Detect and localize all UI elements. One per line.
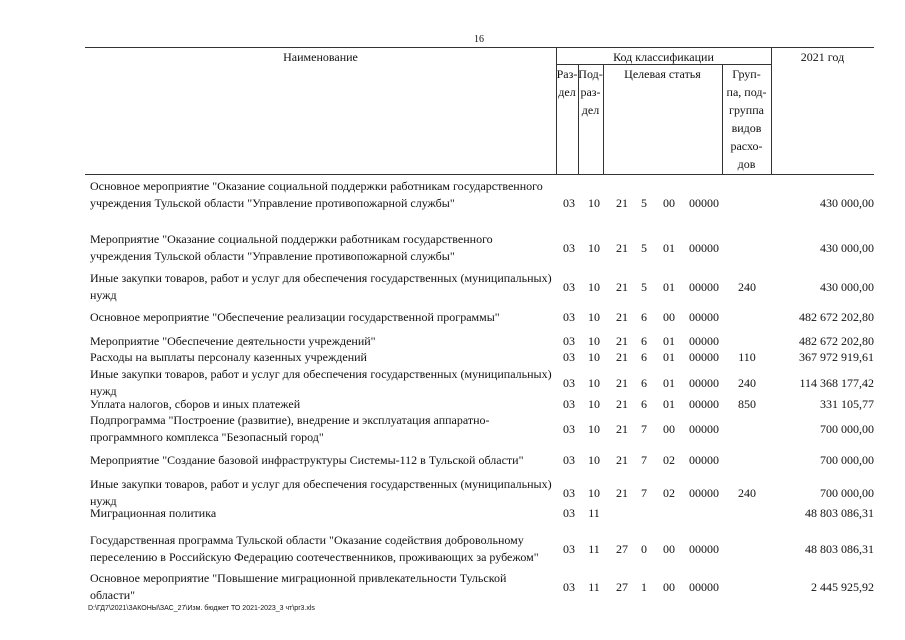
row-code-a: 21 — [616, 421, 628, 436]
row-code-d: 00000 — [689, 196, 719, 210]
table-row — [0, 396, 905, 413]
header-podrazdel: Под- раз- дел — [578, 67, 603, 117]
row-code-grp: 110 — [738, 350, 756, 364]
row-code-b: 7 — [641, 485, 647, 500]
row-code-pr: 10 — [588, 240, 600, 255]
row-name: Мероприятие "Создание базовой инфраструктуры Системы-112 в Тульской области" — [90, 453, 524, 467]
row-code-grp: 240 — [738, 375, 756, 390]
row-code-b: 6 — [641, 334, 647, 348]
row-amount: 700 000,00 — [820, 453, 874, 467]
row-code-c: 00 — [663, 421, 675, 436]
row-code-rz: 03 — [563, 453, 575, 467]
row-code-b: 7 — [641, 453, 647, 467]
row-code-c: 00 — [663, 310, 675, 324]
header-razdel: Раз- дел — [556, 67, 578, 99]
table-row — [0, 349, 905, 366]
row-code-rz: 03 — [563, 579, 575, 594]
row-code-grp: 240 — [738, 279, 756, 294]
row-code-b: 6 — [641, 397, 647, 411]
row-code-c: 01 — [663, 279, 675, 294]
row-code-d: 00000 — [689, 485, 719, 500]
header-year: 2021 год — [800, 50, 845, 64]
row-code-a: 21 — [616, 350, 628, 364]
row-code-rz: 03 — [563, 541, 575, 556]
row-code-c: 01 — [663, 334, 675, 348]
footer-path: D:\ГД7\2021\ЗАКОНЫ\ЗАС_27\Изм. бюджет ТО 2021-2023_3 чт\pr3.xls — [88, 605, 315, 612]
row-code-pr: 10 — [588, 485, 600, 500]
row-amount: 430 000,00 — [820, 196, 874, 210]
row-name: Основное мероприятие "Обеспечение реализации государственной программы" — [90, 310, 500, 324]
row-amount: 331 105,77 — [820, 397, 874, 411]
row-name: Иные закупки товаров, работ и услуг для обеспечения государственных (муниципальных) нужд — [90, 367, 552, 398]
row-name: Иные закупки товаров, работ и услуг для обеспечения государственных (муниципальных) нужд — [90, 271, 552, 302]
row-code-c: 01 — [663, 397, 675, 411]
row-code-pr: 10 — [588, 196, 600, 210]
row-code-b: 6 — [641, 310, 647, 324]
row-code-b: 6 — [641, 350, 647, 364]
row-code-rz: 03 — [563, 240, 575, 255]
header-code: Код классификации — [613, 50, 714, 64]
row-name: Уплата налогов, сборов и иных платежей — [90, 397, 301, 411]
page-number: 16 — [474, 34, 484, 45]
row-code-c: 01 — [663, 240, 675, 255]
row-code-pr: 11 — [588, 541, 600, 556]
row-code-pr: 10 — [588, 453, 600, 467]
row-amount: 48 803 086,31 — [805, 506, 874, 520]
row-code-a: 21 — [616, 310, 628, 324]
row-code-c: 00 — [663, 196, 675, 210]
row-code-rz: 03 — [563, 196, 575, 210]
header-group: Груп- па, под- группа видов расхо- дов — [726, 67, 767, 171]
row-code-d: 00000 — [689, 375, 719, 390]
row-code-c: 00 — [663, 579, 675, 594]
row-code-pr: 10 — [588, 375, 600, 390]
row-code-rz: 03 — [563, 310, 575, 324]
row-amount: 48 803 086,31 — [805, 541, 874, 556]
row-code-d: 00000 — [689, 279, 719, 294]
row-amount: 2 445 925,92 — [811, 579, 874, 594]
row-code-d: 00000 — [689, 397, 719, 411]
row-code-rz: 03 — [563, 375, 575, 390]
row-code-a: 21 — [616, 196, 628, 210]
row-code-d: 00000 — [689, 421, 719, 436]
row-code-pr: 10 — [588, 397, 600, 411]
row-code-a: 21 — [616, 485, 628, 500]
row-amount: 367 972 919,61 — [799, 350, 874, 364]
row-name: Основное мероприятие "Оказание социальной поддержки работникам государственного учреждения Тульской области "Управление противопожарной службы" — [90, 179, 543, 210]
row-code-pr: 10 — [588, 334, 600, 348]
table-row — [0, 452, 905, 469]
row-name: Основное мероприятие "Повышение миграционной привлекательности Тульской области" — [90, 571, 507, 602]
table-row — [0, 570, 905, 604]
row-code-b: 7 — [641, 421, 647, 436]
row-code-a: 21 — [616, 397, 628, 411]
row-code-a: 27 — [616, 579, 628, 594]
row-code-c: 01 — [663, 350, 675, 364]
row-code-a: 21 — [616, 453, 628, 467]
row-code-c: 00 — [663, 541, 675, 556]
row-code-pr: 11 — [588, 579, 600, 594]
row-code-b: 5 — [641, 240, 647, 255]
table-row — [0, 412, 905, 446]
row-code-b: 1 — [641, 579, 647, 594]
row-code-d: 00000 — [689, 334, 719, 348]
row-amount: 482 672 202,80 — [799, 310, 874, 324]
row-code-b: 0 — [641, 541, 647, 556]
table-row — [0, 366, 905, 400]
row-code-rz: 03 — [563, 506, 575, 520]
row-code-d: 00000 — [689, 453, 719, 467]
row-amount: 430 000,00 — [820, 240, 874, 255]
row-code-pr: 10 — [588, 310, 600, 324]
row-code-b: 5 — [641, 196, 647, 210]
table-row — [0, 309, 905, 326]
row-code-a: 21 — [616, 334, 628, 348]
row-code-grp: 240 — [738, 485, 756, 500]
row-code-d: 00000 — [689, 579, 719, 594]
table-row — [0, 333, 905, 350]
row-code-d: 00000 — [689, 541, 719, 556]
row-code-rz: 03 — [563, 334, 575, 348]
row-name: Иные закупки товаров, работ и услуг для обеспечения государственных (муниципальных) нужд — [90, 477, 552, 508]
row-code-pr: 10 — [588, 279, 600, 294]
row-code-pr: 10 — [588, 350, 600, 364]
row-code-pr: 11 — [588, 506, 600, 520]
table-row — [0, 178, 905, 229]
row-name: Миграционная политика — [90, 506, 217, 520]
table-row — [0, 270, 905, 304]
row-code-c: 02 — [663, 485, 675, 500]
row-code-rz: 03 — [563, 397, 575, 411]
row-amount: 430 000,00 — [820, 279, 874, 294]
table-header — [85, 47, 874, 175]
header-target: Целевая статья — [624, 67, 701, 81]
table-row — [0, 505, 905, 522]
row-amount: 700 000,00 — [820, 421, 874, 436]
row-amount: 482 672 202,80 — [799, 334, 874, 348]
row-name: Мероприятие "Оказание социальной поддержки работникам государственного учреждения Тульской области "Управление противопожарной службы" — [90, 232, 493, 263]
row-code-rz: 03 — [563, 279, 575, 294]
row-code-a: 27 — [616, 541, 628, 556]
header-name: Наименование — [283, 50, 358, 64]
row-code-b: 5 — [641, 279, 647, 294]
row-code-d: 00000 — [689, 240, 719, 255]
row-amount: 700 000,00 — [820, 485, 874, 500]
row-code-d: 00000 — [689, 350, 719, 364]
row-name: Подпрограмма "Построение (развитие), внедрение и эксплуатация аппаратно-программного комплекса "Безопасный город" — [90, 413, 490, 444]
row-code-pr: 10 — [588, 421, 600, 436]
row-code-a: 21 — [616, 375, 628, 390]
row-code-a: 21 — [616, 240, 628, 255]
row-code-d: 00000 — [689, 310, 719, 324]
row-code-rz: 03 — [563, 485, 575, 500]
row-code-b: 6 — [641, 375, 647, 390]
row-name: Государственная программа Тульской области "Оказание содействия добровольному переселению в Российскую Федерацию соотечественников, проживающих за рубежом" — [90, 533, 539, 564]
row-code-rz: 03 — [563, 421, 575, 436]
row-code-c: 02 — [663, 453, 675, 467]
row-code-grp: 850 — [738, 397, 756, 411]
table-row — [0, 532, 905, 566]
row-name: Расходы на выплаты персоналу казенных учреждений — [90, 350, 367, 364]
row-name: Мероприятие "Обеспечение деятельности учреждений" — [90, 334, 376, 348]
row-amount: 114 368 177,42 — [799, 375, 874, 390]
row-code-a: 21 — [616, 279, 628, 294]
row-code-rz: 03 — [563, 350, 575, 364]
table-row — [0, 231, 905, 265]
row-code-c: 01 — [663, 375, 675, 390]
